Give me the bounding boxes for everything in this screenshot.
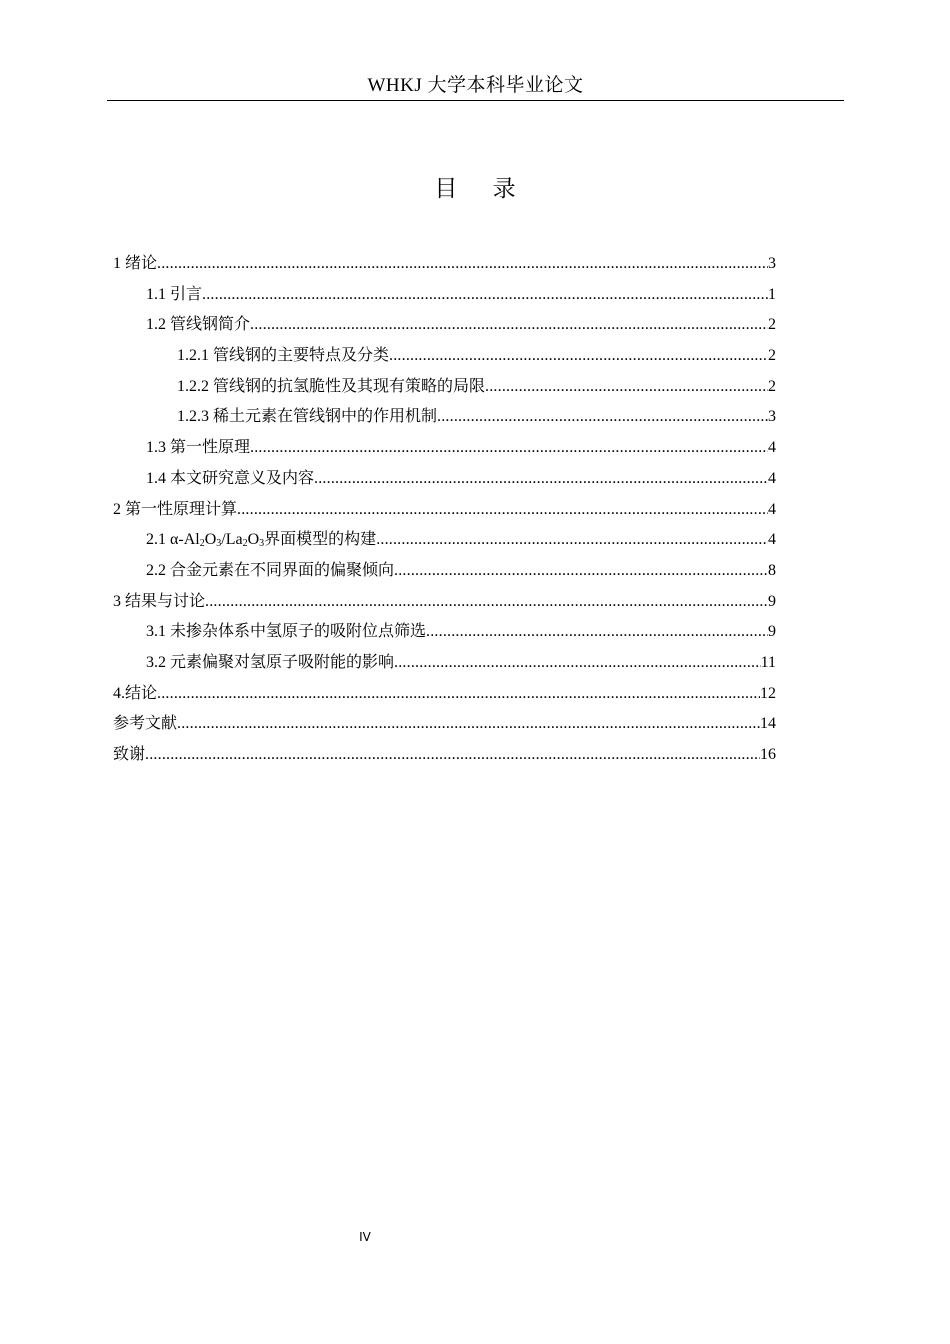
toc-entry[interactable]	[113, 617, 776, 648]
toc-entry[interactable]	[113, 495, 776, 526]
toc-entry-label: 2 第一性原理计算	[113, 500, 238, 518]
toc-entry-label: 3.2 元素偏聚对氢原子吸附能的影响	[146, 653, 395, 671]
toc-entry-page: 4	[768, 500, 776, 518]
toc-entry-page: 4	[768, 469, 776, 487]
toc-entry[interactable]	[113, 556, 776, 587]
toc-entry-label: 参考文献	[113, 715, 178, 733]
toc-entry-page: 3	[768, 408, 776, 426]
toc-leader-dots	[437, 402, 768, 433]
toc-entry-label	[146, 525, 376, 556]
toc-entry[interactable]	[113, 280, 776, 311]
toc-leader-dots	[314, 464, 768, 495]
page-header: WHKJ 大学本科毕业论文	[367, 75, 584, 96]
toc-leader-dots	[237, 495, 768, 526]
toc-label-part: /La	[221, 531, 243, 549]
toc-entry[interactable]	[113, 249, 776, 280]
toc-entry[interactable]	[113, 648, 776, 679]
toc-entry[interactable]	[113, 740, 776, 771]
subscript: 3	[216, 538, 222, 550]
header-divider	[107, 100, 844, 101]
toc-entry-page: 11	[760, 653, 776, 671]
subscript: 3	[259, 538, 265, 550]
toc-leader-dots	[205, 587, 768, 618]
toc-entry-label: 2.2 合金元素在不同界面的偏聚倾向	[146, 561, 395, 579]
toc-entry-label: 致谢	[113, 746, 146, 763]
toc-entry-page: 2	[768, 377, 776, 395]
toc-leader-dots	[485, 372, 768, 403]
toc-entry-page: 9	[768, 592, 776, 610]
toc-label-part: O	[204, 531, 217, 549]
toc-entry[interactable]	[113, 341, 776, 372]
toc-entry[interactable]	[113, 587, 776, 618]
subscript: 2	[199, 538, 205, 550]
toc-leader-dots	[394, 556, 768, 587]
subscript: 2	[242, 538, 248, 550]
table-of-contents	[113, 249, 776, 771]
toc-entry-label: 3.1 未掺杂体系中氢原子的吸附位点筛选	[146, 623, 427, 641]
toc-entry-page: 8	[768, 561, 776, 579]
toc-entry-page: 4	[768, 439, 776, 457]
toc-entry-label: 1.4 本文研究意义及内容	[146, 469, 315, 487]
toc-entry-label: 4.结论	[113, 684, 158, 702]
toc-entry-page: 2	[768, 316, 776, 334]
toc-label-prefix: 2.1 α-Al	[146, 531, 200, 549]
toc-entry-label: 1.2.2 管线钢的抗氢脆性及其现有策略的局限	[177, 377, 486, 395]
toc-entry-page: 12	[760, 684, 776, 702]
toc-entry[interactable]	[113, 433, 776, 464]
toc-leader-dots	[157, 679, 760, 710]
toc-leader-dots	[177, 709, 760, 740]
toc-label-part: O	[247, 531, 260, 549]
toc-entry-page: 1	[768, 285, 776, 303]
toc-entry-label: 1.2 管线钢简介	[146, 316, 251, 334]
toc-entry-label: 1 绪论	[113, 255, 158, 272]
toc-entry-label: 1.2.3 稀土元素在管线钢中的作用机制	[177, 408, 438, 426]
toc-leader-dots	[394, 648, 761, 679]
toc-leader-dots	[145, 740, 760, 771]
toc-entry-label: 1.1 引言	[146, 285, 203, 303]
page-number: IV	[359, 1230, 371, 1244]
page-title: 目 录	[434, 176, 530, 202]
toc-label-suffix: 界面模型的构建	[264, 531, 377, 549]
toc-entry[interactable]	[113, 464, 776, 495]
toc-leader-dots	[376, 525, 768, 556]
toc-entry-label: 3 结果与讨论	[113, 592, 206, 610]
toc-entry-page: 14	[760, 715, 776, 733]
toc-leader-dots	[202, 280, 768, 311]
toc-entry-label: 1.3 第一性原理	[146, 439, 251, 457]
toc-leader-dots	[250, 433, 768, 464]
toc-leader-dots	[389, 341, 768, 372]
toc-entry-page: 2	[768, 347, 776, 365]
toc-entry[interactable]	[113, 679, 776, 710]
toc-entry[interactable]	[113, 310, 776, 341]
toc-entry[interactable]	[113, 402, 776, 433]
toc-entry-page: 9	[768, 623, 776, 641]
toc-entry[interactable]	[113, 525, 776, 556]
toc-entry-label: 1.2.1 管线钢的主要特点及分类	[177, 347, 390, 365]
toc-entry-page: 3	[768, 255, 776, 272]
toc-leader-dots	[250, 310, 768, 341]
toc-entry[interactable]	[113, 709, 776, 740]
toc-entry-page: 4	[768, 531, 776, 549]
toc-entry-page: 16	[760, 746, 776, 763]
toc-entry[interactable]	[113, 372, 776, 403]
toc-leader-dots	[426, 617, 768, 648]
toc-leader-dots	[157, 249, 768, 280]
